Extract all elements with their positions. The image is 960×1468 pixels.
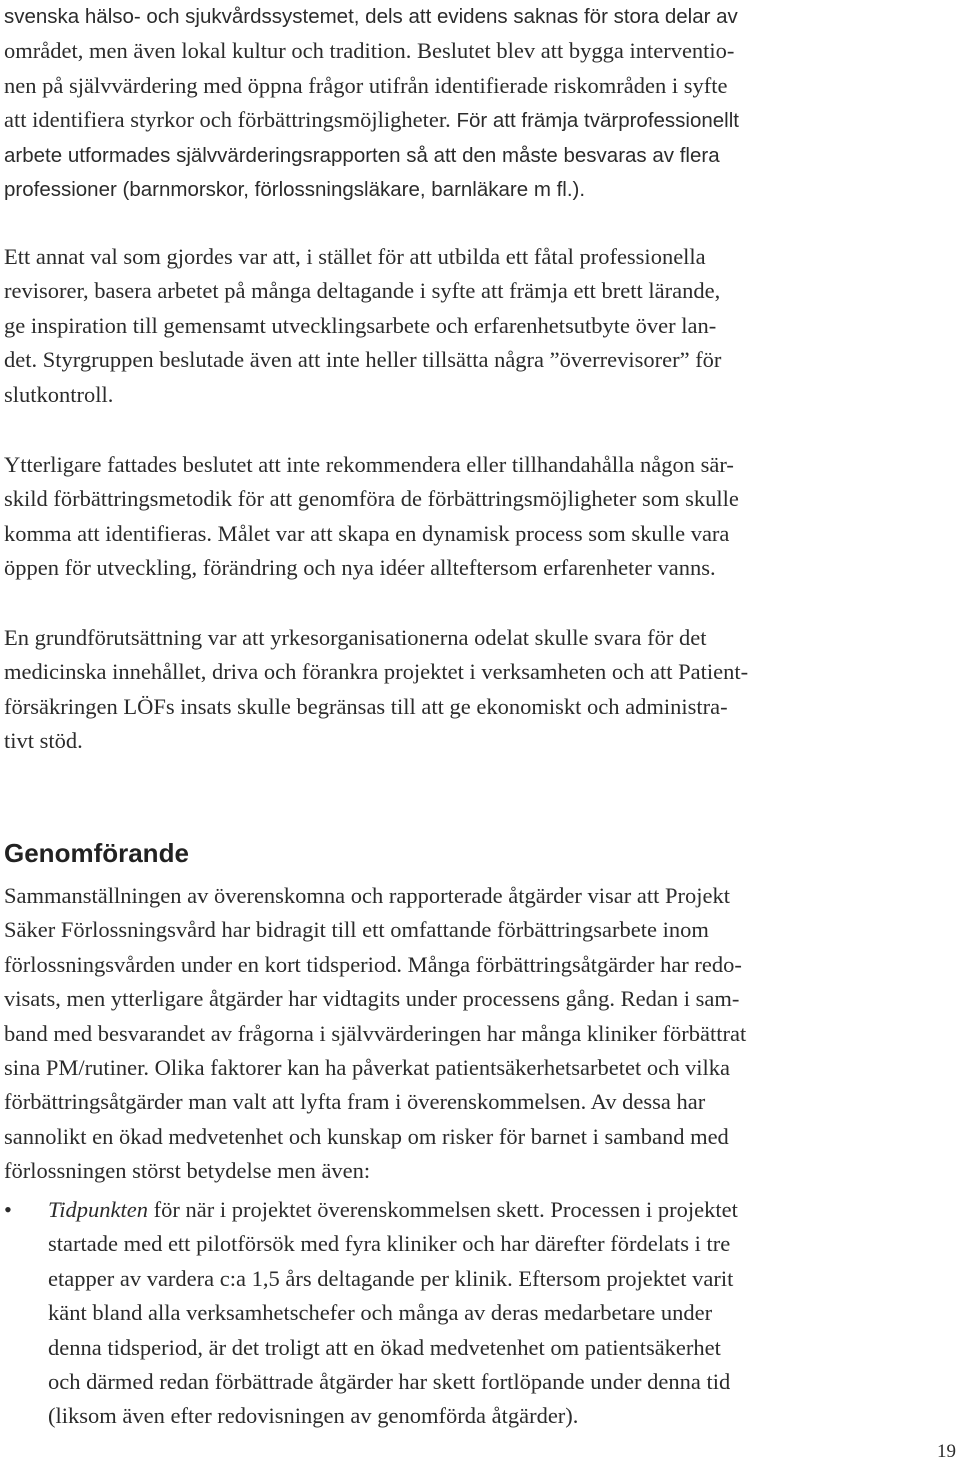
text-line: sina PM/rutiner. Olika faktorer kan ha påverkat patientsäkerhetsarbetet och vilka: [4, 1055, 730, 1081]
bullet-marker: •: [4, 1197, 12, 1222]
page-number: 19: [937, 1441, 956, 1462]
text-line: försäkringen LÖFs insats skulle begränsas till att ge ekonomiskt och administra-: [4, 693, 728, 719]
text-segment: För att främja tvärprofessionellt: [450, 109, 739, 133]
text-line: medicinska innehållet, driva och förankra projektet i verksamheten och att Patient-: [4, 659, 749, 685]
text-line: Ytterligare fattades beslutet att inte rekommendera eller tillhandahålla någon sär-: [4, 452, 734, 477]
text-line: (liksom även efter redovisningen av genomförda åtgärder).: [48, 1403, 579, 1429]
text-line: det. Styrgruppen beslutade även att inte heller tillsätta några ”överrevisorer” för: [4, 347, 722, 373]
text-segment: för när i projektet överenskommelsen skett. Processen i projektet: [148, 1197, 738, 1222]
paragraph-3: [4, 448, 924, 586]
text-line: band med besvarandet av frågorna i självvärderingen har många kliniker förbättrat: [4, 1020, 747, 1046]
paragraph-2: [4, 240, 924, 412]
text-line: En grundförutsättning var att yrkesorganisationerna odelat skulle svara för det: [4, 625, 707, 650]
text-line: och därmed redan förbättrade åtgärder har skett fortlöpande under denna tid: [48, 1369, 731, 1395]
paragraph-1: [4, 0, 924, 207]
text-line: skild förbättringsmetodik för att genomföra de förbättringsmöjligheter som skulle: [4, 486, 739, 512]
text-line: ge inspiration till gemensamt utvecklingsarbete och erfarenhetsutbyte över lan-: [4, 312, 717, 338]
text-line: [48, 1193, 738, 1227]
text-line: området, men även lokal kultur och tradition. Beslutet blev att bygga interventio-: [4, 38, 735, 64]
text-line: sannolikt en ökad medvetenhet och kunskap om risker för barnet i samband med: [4, 1123, 729, 1149]
text-line: revisorer, basera arbetet på många deltagande i syfte att främja ett brett lärande,: [4, 278, 721, 304]
text-line: arbete utformades självvärderingsrapporten så att den måste besvaras av flera: [4, 143, 720, 167]
text-line: komma att identifieras. Målet var att skapa en dynamisk process som skulle vara: [4, 520, 730, 546]
text-line: svenska hälso- och sjukvårdssystemet, dels att evidens saknas för stora delar av: [4, 5, 738, 28]
section-body: [4, 879, 924, 1189]
section-heading: Genomförande: [4, 838, 189, 868]
text-line: visats, men ytterligare åtgärder har vidtagits under processens gång. Redan i sam-: [4, 986, 740, 1012]
text-line: professioner (barnmorskor, förlossningsläkare, barnläkare m fl.).: [4, 178, 586, 202]
text-line: etapper av vardera c:a 1,5 års deltagande per klinik. Eftersom projektet varit: [48, 1265, 734, 1291]
text-line: förlossningen störst betydelse men även:: [4, 1158, 371, 1184]
text-line: Säker Förlossningsvård har bidragit till ett omfattande förbättringsarbete inom: [4, 917, 709, 943]
text-line: startade med ett pilotförsök med fyra kliniker och har därefter fördelats i tre: [48, 1231, 731, 1257]
text-line: förlossningsvården under en kort tidsperiod. Många förbättringsåtgärder har redo-: [4, 951, 742, 977]
paragraph-4: [4, 621, 924, 759]
text-line: Sammanställningen av överenskomna och rapporterade åtgärder visar att Projekt: [4, 883, 730, 908]
italic-term: Tidpunkten: [48, 1197, 148, 1222]
text-line: känt bland alla verksamhetschefer och många av deras medarbetare under: [48, 1300, 713, 1326]
text-line: tivt stöd.: [4, 728, 83, 754]
text-line: Ett annat val som gjordes var att, i stället för att utbilda ett fåtal professionella: [4, 244, 706, 269]
text-line: öppen för utveckling, förändring och nya idéer allteftersom erfarenheter vanns.: [4, 555, 716, 581]
text-line: [4, 103, 924, 138]
bullet-text: [48, 1193, 738, 1434]
text-line: nen på självvärdering med öppna frågor utifrån identifierade riskområden i syfte: [4, 72, 728, 98]
text-segment: att identifiera styrkor och förbättringsmöjligheter.: [4, 107, 451, 133]
text-line: slutkontroll.: [4, 381, 114, 407]
text-line: förbättringsåtgärder man valt att lyfta fram i överenskommelsen. Av dessa har: [4, 1089, 706, 1115]
text-line: denna tidsperiod, är det troligt att en ökad medvetenhet om patientsäkerhet: [48, 1334, 721, 1360]
